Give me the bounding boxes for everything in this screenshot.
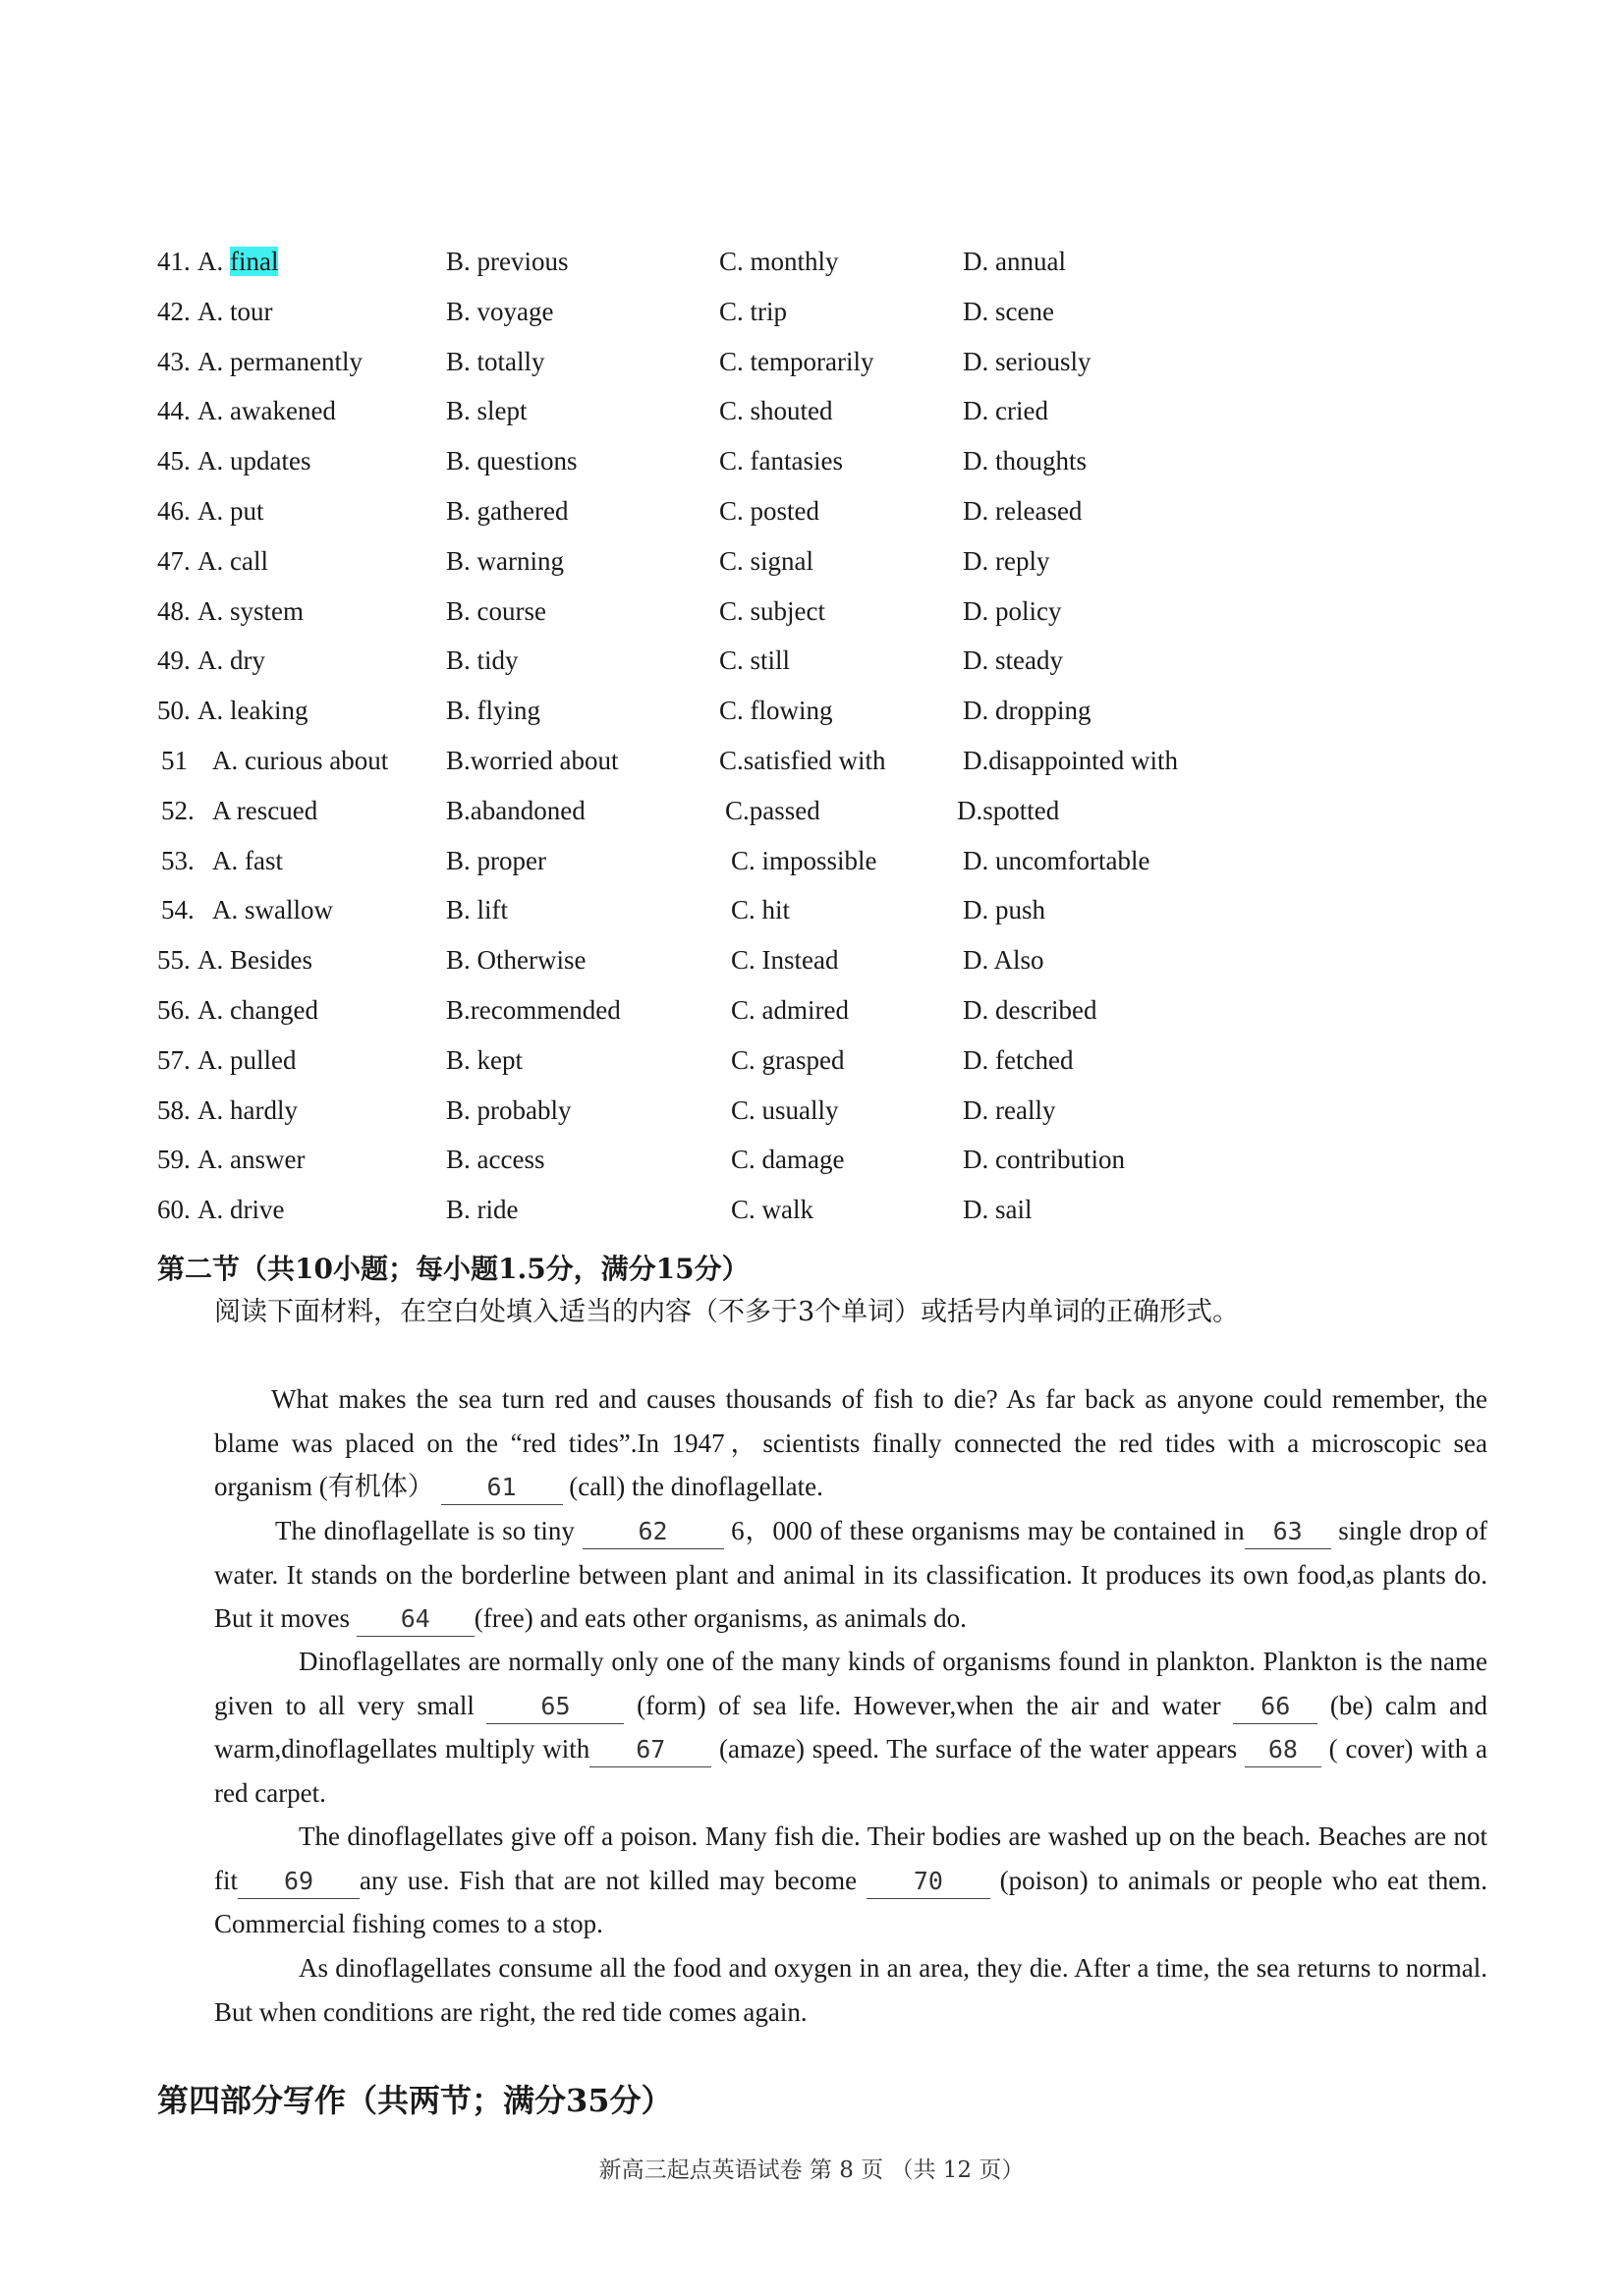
option-label: A. system (197, 595, 304, 626)
option-label: A. swallow (212, 895, 333, 925)
paragraph-text: As dinoflagellates consume all the food and oxygen in an area, they die. After a time, the sea returns to normal. But when conditions are right, the red tide comes again. (214, 1953, 1487, 2027)
option-b[interactable]: B. voyage (446, 296, 554, 326)
option-d[interactable]: D. described (963, 995, 1097, 1025)
page-footer: 新高三起点英语试卷 第 8 页 （共 12 页） (598, 2157, 1025, 2183)
passage-paragraph-4 (214, 1815, 1487, 1946)
option-b[interactable]: B. Otherwise (446, 945, 587, 976)
option-b[interactable]: B. previous (446, 247, 569, 276)
option-c[interactable]: C. posted (719, 496, 820, 526)
option-c[interactable]: C. grasped (731, 1044, 845, 1075)
blank-68[interactable]: 68 (1245, 1733, 1321, 1767)
option-d[interactable]: D. cried (963, 396, 1048, 426)
option-label: A. call (197, 545, 268, 576)
option-d[interactable]: D. contribution (963, 1145, 1125, 1175)
passage-paragraph-3 (214, 1640, 1487, 1815)
paragraph-text: (amaze) speed. The surface of the water appears (711, 1734, 1245, 1764)
option-d[interactable]: D. dropping (963, 696, 1091, 726)
option-c[interactable]: C. temporarily (719, 346, 874, 376)
passage-paragraph-1 (214, 1377, 1487, 1509)
option-label: A. Besides (197, 945, 312, 976)
question-number: 60. (157, 1195, 191, 1225)
part-4-heading: 第四部分写作（共两节；满分35分） (157, 2082, 673, 2119)
option-label: A. tour (197, 296, 273, 326)
option-d[interactable]: D. uncomfortable (963, 845, 1150, 875)
paragraph-text: 6，000 of these organisms may be contained in (723, 1516, 1245, 1545)
option-c[interactable]: C. trip (719, 296, 788, 326)
option-a[interactable] (212, 739, 388, 782)
option-c[interactable]: C. damage (731, 1145, 845, 1175)
option-c[interactable]: C. usually (731, 1094, 839, 1125)
question-number: 45. (157, 446, 191, 476)
option-label: A. updates (197, 446, 311, 476)
section-2-instruction: 阅读下面材料，在空白处填入适当的内容（不多于3个单词）或括号内单词的正确形式。 (214, 1297, 1240, 1327)
option-a[interactable] (212, 789, 317, 832)
option-b[interactable]: B. slept (446, 396, 528, 426)
option-b[interactable]: B. questions (446, 446, 578, 476)
option-c[interactable]: C. signal (719, 545, 814, 576)
passage-paragraph-2 (214, 1509, 1487, 1641)
option-a[interactable] (197, 1038, 297, 1082)
option-d[interactable]: D. thoughts (963, 446, 1088, 476)
option-b[interactable]: B. lift (446, 895, 509, 925)
option-label: A. fast (212, 845, 283, 875)
question-number: 49. (157, 645, 191, 676)
option-d[interactable]: D. policy (963, 595, 1062, 626)
option-c[interactable]: C. shouted (719, 396, 833, 426)
option-d[interactable]: D. really (963, 1094, 1056, 1125)
option-d[interactable]: D. released (963, 496, 1083, 526)
option-a[interactable] (197, 689, 308, 732)
option-d[interactable]: D. fetched (963, 1044, 1074, 1075)
option-label: A. (197, 247, 224, 276)
option-b[interactable]: B. flying (446, 696, 541, 726)
option-label: A rescued (212, 795, 318, 825)
paragraph-text: single drop of water. It stands on the borderline between plant and animal in its classification. It produces its own food,as plants do. But it moves (214, 1516, 1487, 1633)
option-c[interactable]: C.passed (725, 795, 820, 825)
option-a[interactable] (197, 489, 264, 532)
option-a[interactable] (212, 888, 333, 931)
option-b[interactable]: B. tidy (446, 645, 519, 676)
paragraph-text: (call) the dinoflagellate. (562, 1472, 823, 1501)
question-number: 44. (157, 396, 191, 426)
question-number: 54. (161, 895, 195, 925)
option-c[interactable]: C. impossible (731, 845, 877, 875)
option-b[interactable]: B. proper (446, 845, 546, 875)
paragraph-text: (poison) to animals or people who eat them. Commercial fishing comes to a stop. (214, 1865, 1488, 1938)
option-label: A. pulled (197, 1044, 297, 1075)
option-label: A. drive (197, 1195, 285, 1225)
blank-67[interactable]: 67 (589, 1733, 711, 1767)
paragraph-text: The dinoflagellate is so tiny (275, 1516, 583, 1545)
option-label: A. answer (197, 1145, 306, 1175)
question-number: 41. (157, 247, 191, 276)
option-a[interactable] (197, 938, 312, 981)
passage-paragraph-5 (214, 1946, 1487, 2034)
option-a[interactable] (197, 439, 310, 482)
question-number: 46. (157, 496, 191, 526)
option-d[interactable]: D.spotted (957, 795, 1060, 825)
option-a[interactable] (197, 340, 363, 383)
option-b[interactable]: B. gathered (446, 496, 569, 526)
blank-69[interactable]: 69 (238, 1865, 360, 1899)
option-a[interactable] (197, 539, 268, 583)
option-a[interactable] (197, 1188, 284, 1231)
option-c[interactable]: C. walk (731, 1195, 813, 1225)
option-c[interactable]: C. Instead (731, 945, 839, 976)
option-label: A. dry (197, 645, 265, 676)
option-d[interactable]: D. reply (963, 545, 1050, 576)
blank-64[interactable]: 64 (357, 1602, 475, 1637)
option-c[interactable]: C.satisfied with (719, 746, 886, 775)
section-2-heading: 第二节（共10小题；每小题1.5分，满分15分） (157, 1253, 750, 1285)
paragraph-text: ( cover) with a red carpet. (214, 1734, 1487, 1808)
question-number: 59. (157, 1145, 191, 1175)
blank-62[interactable]: 62 (583, 1515, 724, 1549)
question-number: 48. (157, 595, 191, 626)
paragraph-text: any use. Fish that are not killed may become (360, 1865, 867, 1895)
paragraph-text: Dinoflagellates are normally only one of the many kinds of organisms found in plankton. Plankton is the name given to all very small (214, 1647, 1487, 1720)
option-a[interactable] (197, 639, 265, 682)
option-d[interactable]: D. annual (963, 247, 1066, 276)
blank-63[interactable]: 63 (1245, 1515, 1331, 1549)
option-b[interactable]: B.abandoned (446, 795, 586, 825)
option-d[interactable]: D. sail (963, 1195, 1033, 1225)
paragraph-text: What makes the sea turn red and causes thousands of fish to die? As far back as anyone could remember, the blame was placed on the “red tides”.In 1947，scientists finally connected the red tides with a microscopic sea organism (有机体） (214, 1384, 1487, 1501)
option-b[interactable]: B. access (446, 1145, 545, 1175)
question-number: 51 (161, 746, 188, 775)
option-a[interactable] (212, 839, 283, 882)
question-number: 53. (161, 845, 195, 875)
question-number: 57. (157, 1044, 191, 1075)
question-number: 42. (157, 296, 191, 326)
option-c[interactable]: C. flowing (719, 696, 833, 726)
option-a[interactable] (197, 589, 304, 633)
option-label: A. changed (197, 995, 318, 1025)
paragraph-text: (be) calm and warm,dinoflagellates multiply with (214, 1690, 1487, 1764)
option-a[interactable] (197, 1089, 298, 1132)
option-label: A. permanently (197, 346, 363, 376)
option-b[interactable]: B. course (446, 595, 546, 626)
option-a[interactable] (197, 988, 318, 1032)
option-b[interactable]: B. kept (446, 1044, 523, 1075)
option-b[interactable]: B.worried about (446, 746, 619, 775)
blank-65[interactable]: 65 (486, 1690, 624, 1724)
option-c[interactable]: C. admired (731, 995, 849, 1025)
option-c[interactable]: C. fantasies (719, 446, 843, 476)
question-number: 47. (157, 545, 191, 576)
option-d[interactable]: D. steady (963, 645, 1063, 676)
paragraph-text: (form) of sea life. However,when the air and water (624, 1690, 1234, 1720)
option-label: A. awakened (197, 396, 336, 426)
blank-66[interactable]: 66 (1233, 1690, 1317, 1724)
option-label: A. hardly (197, 1094, 298, 1125)
question-number: 52. (161, 795, 195, 825)
option-c[interactable]: C. still (719, 645, 791, 676)
question-number: 55. (157, 945, 191, 976)
question-number: 56. (157, 995, 191, 1025)
question-number: 43. (157, 346, 191, 376)
highlighted-answer: final (230, 247, 279, 276)
option-c[interactable]: C. subject (719, 595, 825, 626)
option-a[interactable] (197, 1138, 305, 1181)
option-label: A. leaking (197, 696, 308, 726)
blank-61[interactable]: 61 (441, 1471, 563, 1505)
option-label: A. curious about (212, 746, 389, 775)
question-number: 50. (157, 696, 191, 726)
option-d[interactable]: D.disappointed with (963, 746, 1178, 775)
option-c[interactable]: C. hit (731, 895, 791, 925)
option-b[interactable]: B. ride (446, 1195, 519, 1225)
option-b[interactable]: B. probably (446, 1094, 572, 1125)
option-d[interactable]: D. seriously (963, 346, 1091, 376)
option-d[interactable]: D. push (963, 895, 1046, 925)
option-c[interactable]: C. monthly (719, 247, 839, 276)
option-b[interactable]: B. totally (446, 346, 545, 376)
blank-70[interactable]: 70 (867, 1865, 990, 1899)
paragraph-text: (free) and eats other organisms, as animals do. (474, 1603, 967, 1633)
option-b[interactable]: B. warning (446, 545, 564, 576)
option-a[interactable] (197, 290, 273, 333)
option-d[interactable]: D. scene (963, 296, 1054, 326)
option-label: A. put (197, 496, 264, 526)
option-a[interactable] (197, 389, 336, 432)
option-a[interactable] (197, 240, 278, 283)
option-b[interactable]: B.recommended (446, 995, 621, 1025)
option-d[interactable]: D. Also (963, 945, 1044, 976)
paragraph-text: The dinoflagellates give off a poison. Many fish die. Their bodies are washed up on the beach. Beaches are not fit (214, 1821, 1487, 1895)
question-number: 58. (157, 1094, 191, 1125)
